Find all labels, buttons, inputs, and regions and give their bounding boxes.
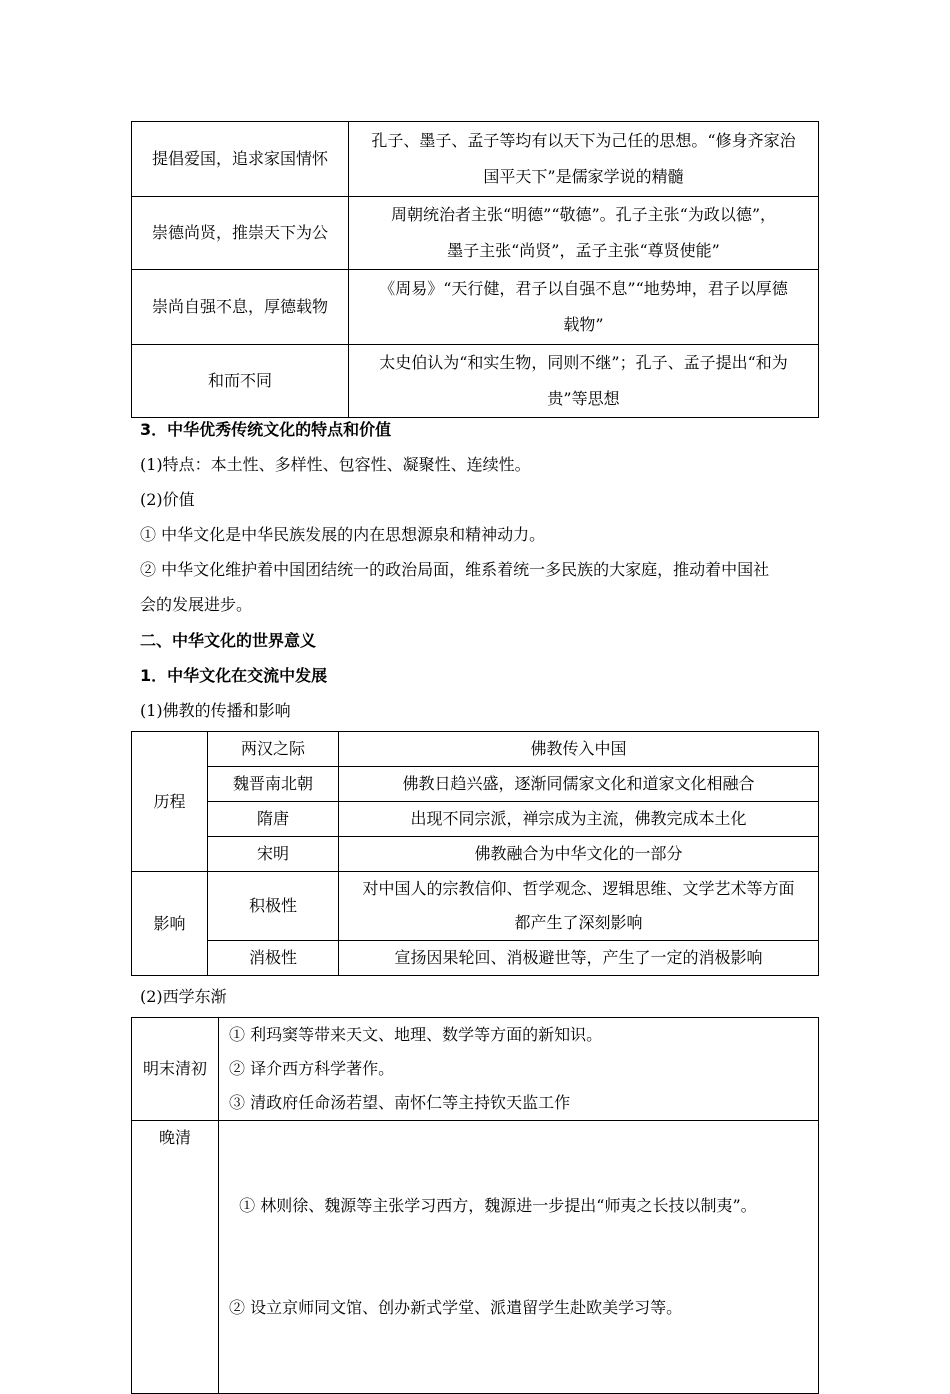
cell-line: ② 译介西方科学著作。 [229,1059,395,1078]
cell-line: 孔子、墨子、孟子等均有以天下为己任的思想。“修身齐家治 [371,131,796,150]
table-row [132,1018,819,1121]
table-row [132,1121,819,1394]
cell-line: 都产生了深刻影响 [514,913,643,932]
table-cell: 积极性 [208,872,339,941]
table-row [132,270,819,345]
cell-line: 太史伯认为“和实生物，同则不继”；孔子、孟子提出“和为 [379,353,788,372]
table-cell: 宋明 [208,837,339,872]
table-cell: 佛教传入中国 [339,732,819,767]
cell-line: 周朝统治者主张“明德”“敬德”。孔子主张“为政以德”， [390,205,777,224]
table-cell [349,197,819,270]
table-cell: 明末清初 [132,1018,219,1121]
table-cell [219,1018,819,1121]
section-heading: 1．中华文化在交流中发展 [140,666,328,685]
table-cell [349,345,819,418]
cell-line: ① 利玛窦等带来天文、地理、数学等方面的新知识。 [229,1025,603,1044]
table-cell: 和而不同 [132,345,349,418]
values-table [131,121,819,418]
table-row [132,802,819,837]
section-heading: 二、中华文化的世界意义 [140,631,317,650]
table-row [132,732,819,767]
paragraph: 会的发展进步。 [140,595,253,614]
table-cell [219,1121,819,1394]
cell-line: 墨子主张“尚贤”，孟子主张“尊贤使能” [447,241,720,260]
cell-line: ① 林则徐、魏源等主张学习西方，魏源进一步提出“师夷之长技以制夷”。 [229,1196,757,1215]
table-cell: 消极性 [208,941,339,976]
cell-line: 国平天下”是儒家学说的精髓 [483,167,684,186]
table-cell: 出现不同宗派，禅宗成为主流，佛教完成本土化 [339,802,819,837]
paragraph: (1)佛教的传播和影响 [140,701,291,720]
table-cell: 崇德尚贤，推崇天下为公 [132,197,349,270]
cell-line: ③ 清政府任命汤若望、南怀仁等主持钦天监工作 [229,1093,571,1112]
table-row [132,197,819,270]
table-cell: 隋唐 [208,802,339,837]
paragraph: (1)特点：本土性、多样性、包容性、凝聚性、连续性。 [140,455,531,474]
paragraph: (2)西学东渐 [140,987,227,1006]
cell-line: 《周易》“天行健，君子以自强不息”“地势坤，君子以厚德 [379,279,788,298]
table-cell [339,872,819,941]
table-cell: 两汉之际 [208,732,339,767]
table-row [132,941,819,976]
table-row [132,122,819,197]
cell-line: 载物” [563,315,604,334]
table-cell: 佛教融合为中华文化的一部分 [339,837,819,872]
paragraph: ② 中华文化维护着中国团结统一的政治局面，维系着统一多民族的大家庭，推动着中国社 [140,560,770,579]
paragraph: ① 中华文化是中华民族发展的内在思想源泉和精神动力。 [140,525,546,544]
section-heading: 3．中华优秀传统文化的特点和价值 [140,420,392,439]
table-cell [349,122,819,197]
table-cell: 提倡爱国，追求家国情怀 [132,122,349,197]
cell-line: 贵”等思想 [547,389,620,408]
table-cell: 影响 [132,872,208,976]
western-learning-table [131,1017,819,1394]
table-cell [349,270,819,345]
table-row [132,767,819,802]
table-cell: 魏晋南北朝 [208,767,339,802]
buddhism-table [131,731,819,976]
cell-line: ② 设立京师同文馆、创办新式学堂、派遣留学生赴欧美学习等。 [229,1298,683,1317]
table-row [132,872,819,941]
table-cell: 崇尚自强不息，厚德载物 [132,270,349,345]
table-cell: 佛教日趋兴盛，逐渐同儒家文化和道家文化相融合 [339,767,819,802]
cell-line: 对中国人的宗教信仰、哲学观念、逻辑思维、文学艺术等方面 [362,879,795,898]
table-row [132,345,819,418]
table-cell: 历程 [132,732,208,872]
paragraph: (2)价值 [140,490,195,509]
table-row [132,837,819,872]
table-cell: 晚清 [132,1121,219,1394]
table-cell: 宣扬因果轮回、消极避世等，产生了一定的消极影响 [339,941,819,976]
